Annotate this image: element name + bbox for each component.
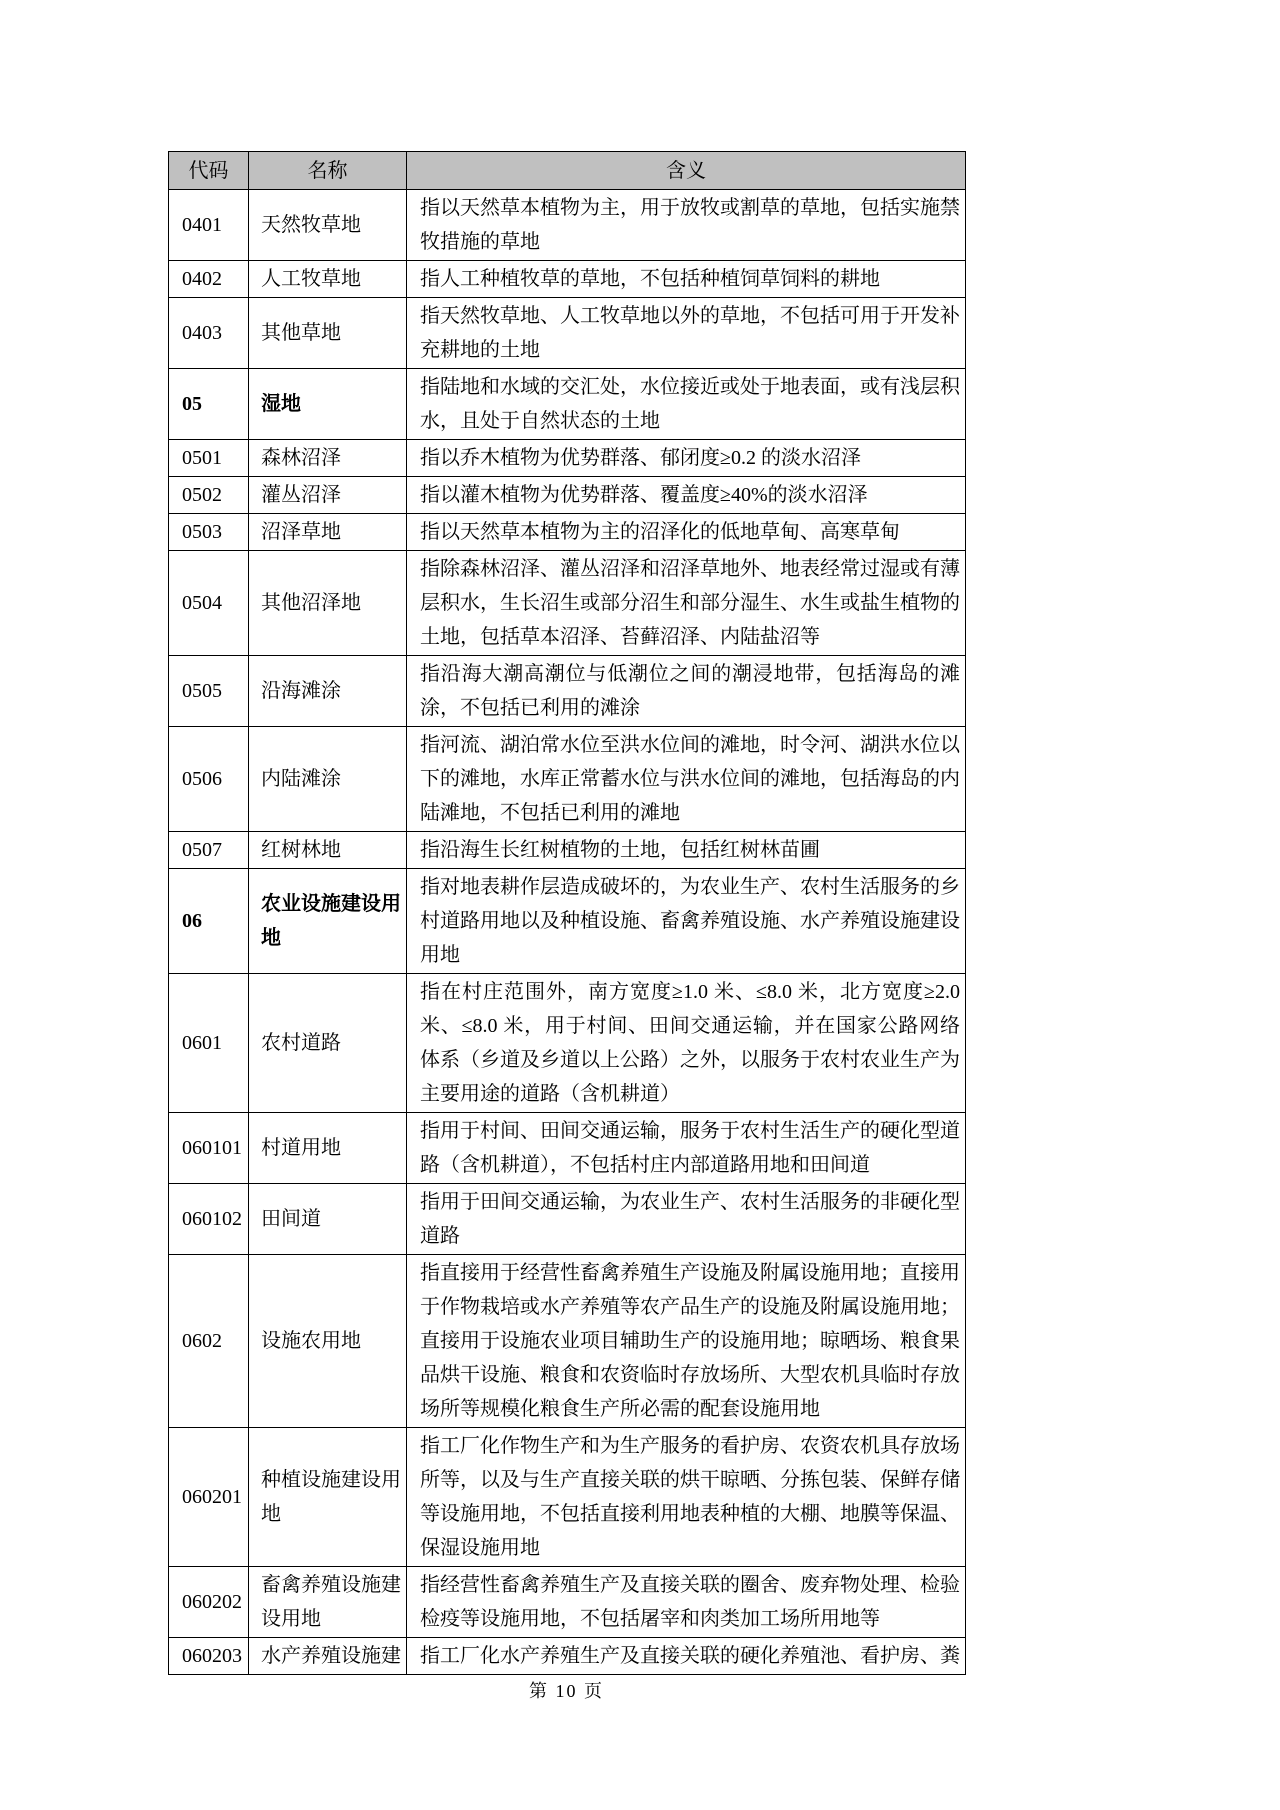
meaning-cell: 指以乔木植物为优势群落、郁闭度≥0.2 的淡水沼泽 [407, 440, 966, 477]
meaning-cell: 指以灌木植物为优势群落、覆盖度≥40%的淡水沼泽 [407, 477, 966, 514]
header-name: 名称 [249, 152, 407, 190]
code-cell: 060203 [169, 1638, 249, 1675]
code-cell: 0402 [169, 261, 249, 298]
code-cell: 0505 [169, 656, 249, 727]
table-header [169, 152, 966, 190]
meaning-cell: 指除森林沼泽、灌丛沼泽和沼泽草地外、地表经常过湿或有薄层积水，生长沼生或部分沼生和部分湿生、水生或盐生植物的土地，包括草本沼泽、苔藓沼泽、内陆盐沼等 [407, 551, 966, 656]
table-row [169, 1428, 966, 1567]
table-row [169, 477, 966, 514]
table-row [169, 514, 966, 551]
table-row [169, 1638, 966, 1675]
name-cell: 村道用地 [249, 1113, 407, 1184]
land-use-classification-table [168, 151, 966, 1675]
code-cell: 0403 [169, 298, 249, 369]
meaning-cell: 指在村庄范围外，南方宽度≥1.0 米、≤8.0 米，北方宽度≥2.0 米、≤8.0 米，用于村间、田间交通运输，并在国家公路网络体系（乡道及乡道以上公路）之外，以服务于农村农业生产为主要用途的道路（含机耕道） [407, 974, 966, 1113]
code-cell: 0602 [169, 1255, 249, 1428]
code-cell: 060202 [169, 1567, 249, 1638]
code-cell: 060101 [169, 1113, 249, 1184]
name-cell: 其他沼泽地 [249, 551, 407, 656]
meaning-cell: 指用于村间、田间交通运输，服务于农村生活生产的硬化型道路（含机耕道），不包括村庄内部道路用地和田间道 [407, 1113, 966, 1184]
name-cell: 人工牧草地 [249, 261, 407, 298]
meaning-cell: 指河流、湖泊常水位至洪水位间的滩地，时令河、湖洪水位以下的滩地，水库正常蓄水位与洪水位间的滩地，包括海岛的内陆滩地，不包括已利用的滩地 [407, 727, 966, 832]
code-cell: 0504 [169, 551, 249, 656]
meaning-cell: 指工厂化水产养殖生产及直接关联的硬化养殖池、看护房、粪 [407, 1638, 966, 1675]
name-cell: 红树林地 [249, 832, 407, 869]
table-row [169, 727, 966, 832]
table-row [169, 1255, 966, 1428]
name-cell: 湿地 [249, 369, 407, 440]
table-row [169, 261, 966, 298]
table-row [169, 440, 966, 477]
code-cell: 0507 [169, 832, 249, 869]
meaning-cell: 指用于田间交通运输，为农业生产、农村生活服务的非硬化型道路 [407, 1184, 966, 1255]
code-cell: 0501 [169, 440, 249, 477]
meaning-cell: 指沿海生长红树植物的土地，包括红树林苗圃 [407, 832, 966, 869]
meaning-cell: 指沿海大潮高潮位与低潮位之间的潮浸地带，包括海岛的滩涂，不包括已利用的滩涂 [407, 656, 966, 727]
code-cell: 060102 [169, 1184, 249, 1255]
name-cell: 其他草地 [249, 298, 407, 369]
code-cell: 06 [169, 869, 249, 974]
table-row [169, 656, 966, 727]
table-row [169, 1184, 966, 1255]
meaning-cell: 指人工种植牧草的草地，不包括种植饲草饲料的耕地 [407, 261, 966, 298]
code-cell: 0502 [169, 477, 249, 514]
name-cell: 天然牧草地 [249, 190, 407, 261]
name-cell: 水产养殖设施建 [249, 1638, 407, 1675]
table-body [169, 190, 966, 1675]
meaning-cell: 指直接用于经营性畜禽养殖生产设施及附属设施用地；直接用于作物栽培或水产养殖等农产品生产的设施及附属设施用地；直接用于设施农业项目辅助生产的设施用地；晾晒场、粮食果品烘干设施、粮食和农资临时存放场所、大型农机具临时存放场所等规模化粮食生产所必需的配套设施用地 [407, 1255, 966, 1428]
code-cell: 05 [169, 369, 249, 440]
meaning-cell: 指经营性畜禽养殖生产及直接关联的圈舍、废弃物处理、检验检疫等设施用地，不包括屠宰和肉类加工场所用地等 [407, 1567, 966, 1638]
meaning-cell: 指对地表耕作层造成破坏的，为农业生产、农村生活服务的乡村道路用地以及种植设施、畜禽养殖设施、水产养殖设施建设用地 [407, 869, 966, 974]
code-cell: 0503 [169, 514, 249, 551]
name-cell: 田间道 [249, 1184, 407, 1255]
name-cell: 灌丛沼泽 [249, 477, 407, 514]
table-row [169, 1567, 966, 1638]
table-row [169, 974, 966, 1113]
meaning-cell: 指陆地和水域的交汇处，水位接近或处于地表面，或有浅层积水，且处于自然状态的土地 [407, 369, 966, 440]
name-cell: 森林沼泽 [249, 440, 407, 477]
header-row [169, 152, 966, 190]
table-row [169, 551, 966, 656]
table-row [169, 190, 966, 261]
meaning-cell: 指以天然草本植物为主，用于放牧或割草的草地，包括实施禁牧措施的草地 [407, 190, 966, 261]
meaning-cell: 指以天然草本植物为主的沼泽化的低地草甸、高寒草甸 [407, 514, 966, 551]
header-code: 代码 [169, 152, 249, 190]
name-cell: 种植设施建设用地 [249, 1428, 407, 1567]
header-meaning: 含义 [407, 152, 966, 190]
code-cell: 0601 [169, 974, 249, 1113]
name-cell: 内陆滩涂 [249, 727, 407, 832]
name-cell: 农村道路 [249, 974, 407, 1113]
table-row [169, 869, 966, 974]
name-cell: 沼泽草地 [249, 514, 407, 551]
name-cell: 设施农用地 [249, 1255, 407, 1428]
table-row [169, 1113, 966, 1184]
table-row [169, 832, 966, 869]
name-cell: 沿海滩涂 [249, 656, 407, 727]
page-number: 第 10 页 [529, 1681, 604, 1701]
name-cell: 农业设施建设用地 [249, 869, 407, 974]
table-row [169, 298, 966, 369]
name-cell: 畜禽养殖设施建设用地 [249, 1567, 407, 1638]
code-cell: 0506 [169, 727, 249, 832]
meaning-cell: 指天然牧草地、人工牧草地以外的草地，不包括可用于开发补充耕地的土地 [407, 298, 966, 369]
meaning-cell: 指工厂化作物生产和为生产服务的看护房、农资农机具存放场所等，以及与生产直接关联的烘干晾晒、分拣包装、保鲜存储等设施用地，不包括直接利用地表种植的大棚、地膜等保温、保湿设施用地 [407, 1428, 966, 1567]
code-cell: 0401 [169, 190, 249, 261]
table-row [169, 369, 966, 440]
code-cell: 060201 [169, 1428, 249, 1567]
